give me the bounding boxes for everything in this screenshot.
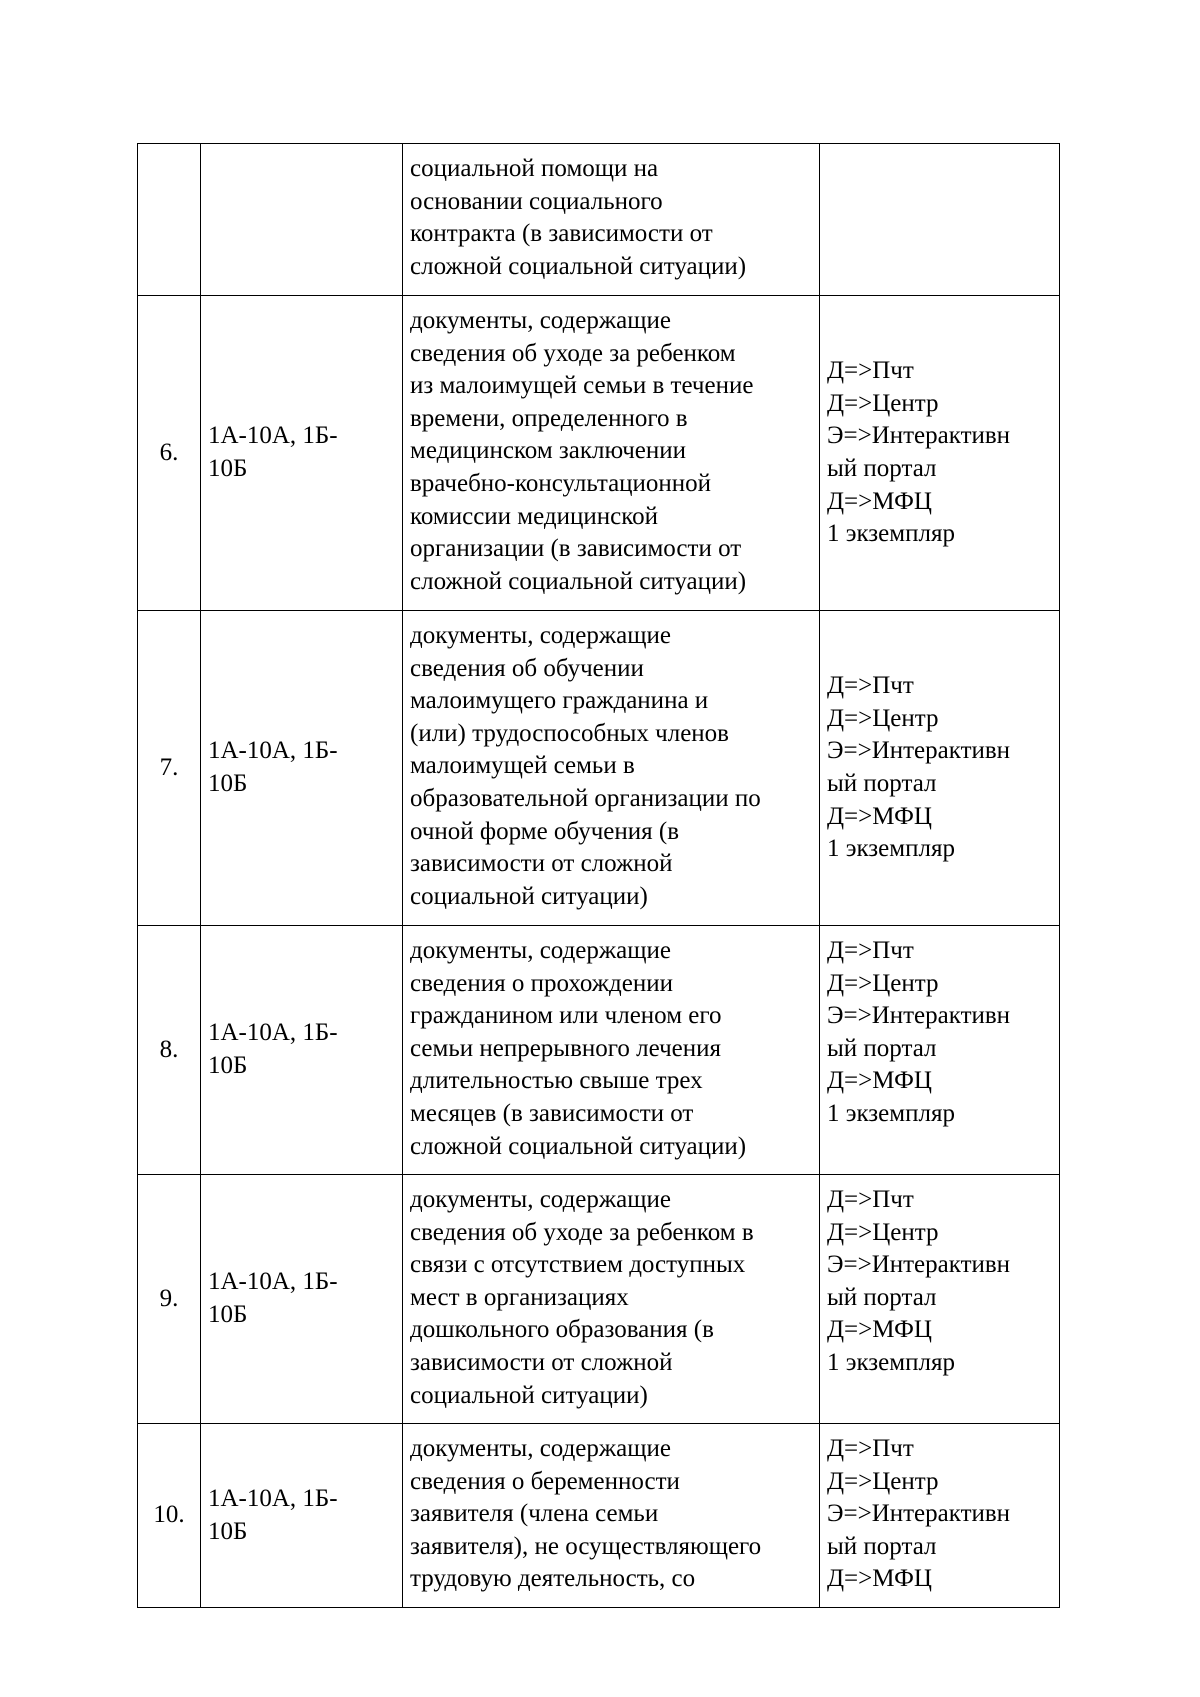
- submission-method-line: 1 экземпляр: [827, 1348, 955, 1376]
- documents-table-body: [138, 144, 1060, 1608]
- submission-method-line: Д=>МФЦ: [827, 1565, 932, 1593]
- row-number: 8.: [159, 1035, 179, 1063]
- description-line: мест в организациях: [410, 1283, 629, 1311]
- description-line: социальной ситуации): [410, 882, 648, 910]
- submission-method-line: Д=>Пчт: [827, 1186, 914, 1213]
- description-line: связи с отсутствием доступных: [410, 1251, 746, 1279]
- submission-method-line: ый портал: [827, 1283, 937, 1311]
- description-line: малоимущей семьи в: [410, 752, 635, 780]
- description-line: заявителя), не осуществляющего: [410, 1532, 762, 1560]
- description-line: документы, содержащие: [410, 1186, 671, 1213]
- description-line: зависимости от сложной: [410, 1348, 673, 1376]
- submission-method-line: Д=>МФЦ: [827, 487, 932, 515]
- description-line: очной форме обучения (в: [410, 817, 679, 845]
- description-line: основании социального: [410, 187, 663, 215]
- row-number-cell: [138, 1424, 201, 1608]
- description-line: сложной социальной ситуации): [410, 252, 747, 280]
- description-line: сложной социальной ситуации): [410, 1132, 747, 1160]
- description-line: сведения об уходе за ребенком: [410, 339, 736, 367]
- submission-method-line: Э=>Интерактивн: [827, 1500, 1011, 1528]
- codes-line: 10Б: [208, 770, 248, 797]
- codes-cell: [201, 1175, 403, 1424]
- submission-method-line: Э=>Интерактивн: [827, 737, 1011, 765]
- description-line: комиссии медицинской: [410, 502, 658, 530]
- row-number: 10.: [153, 1501, 185, 1529]
- description-line: трудовую деятельность, со: [410, 1565, 696, 1593]
- codes-cell: [201, 611, 403, 926]
- submission-method-line: Д=>Центр: [827, 1467, 939, 1495]
- table-row: [138, 1424, 1060, 1608]
- codes-cell: [201, 926, 403, 1175]
- description-line: из малоимущей семьи в течение: [410, 372, 754, 400]
- table-row: [138, 144, 1060, 296]
- submission-method-line: 1 экземпляр: [827, 1099, 955, 1127]
- row-number-cell: [138, 926, 201, 1175]
- description-line: документы, содержащие: [410, 622, 671, 649]
- submission-method-line: Д=>Центр: [827, 969, 939, 997]
- description-cell: [403, 144, 820, 296]
- description-cell: [403, 1175, 820, 1424]
- codes-line: 10Б: [208, 1517, 248, 1545]
- row-number-cell: [138, 144, 201, 296]
- submission-method-cell: [820, 1424, 1060, 1608]
- codes-line: 10Б: [208, 1052, 248, 1079]
- submission-method-line: Д=>Пчт: [827, 1435, 914, 1462]
- description-line: врачебно-консультационной: [410, 469, 712, 497]
- submission-method-line: Э=>Интерактивн: [827, 422, 1011, 450]
- row-number: 9.: [159, 1284, 179, 1312]
- submission-method-line: Д=>МФЦ: [827, 1067, 932, 1095]
- codes-line: 1А-10А, 1Б-: [208, 1268, 338, 1296]
- codes-cell: [201, 296, 403, 611]
- description-line: заявителя (члена семьи: [410, 1500, 659, 1528]
- submission-method-cell: [820, 611, 1060, 926]
- description-line: сведения о беременности: [410, 1467, 680, 1495]
- description-line: контракта (в зависимости от: [410, 220, 713, 248]
- description-line: документы, содержащие: [410, 937, 671, 964]
- description-line: времени, определенного в: [410, 404, 688, 432]
- submission-method-line: Д=>Центр: [827, 1218, 939, 1246]
- description-line: организации (в зависимости от: [410, 535, 742, 563]
- submission-method-line: 1 экземпляр: [827, 835, 955, 863]
- table-row: [138, 611, 1060, 926]
- description-cell: [403, 296, 820, 611]
- codes-line: 10Б: [208, 455, 248, 482]
- description-line: малоимущего гражданина и: [410, 687, 709, 715]
- submission-method-cell: [820, 1175, 1060, 1424]
- row-number-cell: [138, 611, 201, 926]
- submission-method-cell: [820, 296, 1060, 611]
- codes-line: 1А-10А, 1Б-: [208, 422, 338, 450]
- codes-line: 10Б: [208, 1301, 248, 1328]
- submission-method-line: ый портал: [827, 455, 937, 482]
- codes-cell: [201, 144, 403, 296]
- submission-method-line: Д=>Пчт: [827, 357, 914, 385]
- submission-method-line: 1 экземпляр: [827, 520, 955, 548]
- codes-line: 1А-10А, 1Б-: [208, 1019, 338, 1047]
- description-line: дошкольного образования (в: [410, 1316, 714, 1344]
- row-number: 6.: [159, 438, 179, 466]
- submission-method-cell: [820, 926, 1060, 1175]
- row-number-cell: [138, 1175, 201, 1424]
- description-line: длительностью свыше трех: [410, 1067, 703, 1095]
- submission-method-line: Д=>МФЦ: [827, 1316, 932, 1344]
- description-cell: [403, 611, 820, 926]
- description-line: документы, содержащие: [410, 307, 671, 334]
- row-number: 7.: [159, 753, 179, 781]
- description-line: сведения об уходе за ребенком в: [410, 1218, 754, 1246]
- codes-line: 1А-10А, 1Б-: [208, 737, 338, 765]
- codes-cell: [201, 1424, 403, 1608]
- submission-method-line: Э=>Интерактивн: [827, 1002, 1011, 1030]
- submission-method-line: Д=>Центр: [827, 389, 939, 417]
- description-line: семьи непрерывного лечения: [410, 1034, 722, 1062]
- description-line: социальной ситуации): [410, 1381, 648, 1409]
- submission-method-line: ый портал: [827, 1532, 937, 1560]
- description-line: (или) трудоспособных членов: [410, 719, 729, 747]
- submission-method-line: Д=>МФЦ: [827, 802, 932, 830]
- description-cell: [403, 926, 820, 1175]
- submission-method-cell: [820, 144, 1060, 296]
- table-row: [138, 926, 1060, 1175]
- table-row: [138, 1175, 1060, 1424]
- row-number-cell: [138, 296, 201, 611]
- description-line: образовательной организации по: [410, 784, 761, 812]
- description-line: документы, содержащие: [410, 1435, 671, 1462]
- description-cell: [403, 1424, 820, 1608]
- submission-method-line: Д=>Центр: [827, 704, 939, 732]
- submission-method-line: Д=>Пчт: [827, 672, 914, 700]
- description-line: сложной социальной ситуации): [410, 567, 747, 595]
- description-line: гражданином или членом его: [410, 1002, 722, 1030]
- description-line: медицинском заключении: [410, 437, 687, 465]
- description-line: сведения о прохождении: [410, 969, 674, 997]
- description-line: месяцев (в зависимости от: [410, 1099, 694, 1127]
- description-line: зависимости от сложной: [410, 850, 673, 878]
- submission-method-line: Д=>Пчт: [827, 937, 914, 964]
- codes-line: 1А-10А, 1Б-: [208, 1484, 338, 1512]
- documents-table: [137, 143, 1060, 1608]
- table-row: [138, 296, 1060, 611]
- description-line: сведения об обучении: [410, 654, 644, 682]
- description-line: социальной помощи на: [410, 155, 659, 182]
- submission-method-line: ый портал: [827, 770, 937, 797]
- submission-method-line: ый портал: [827, 1034, 937, 1062]
- submission-method-line: Э=>Интерактивн: [827, 1251, 1011, 1279]
